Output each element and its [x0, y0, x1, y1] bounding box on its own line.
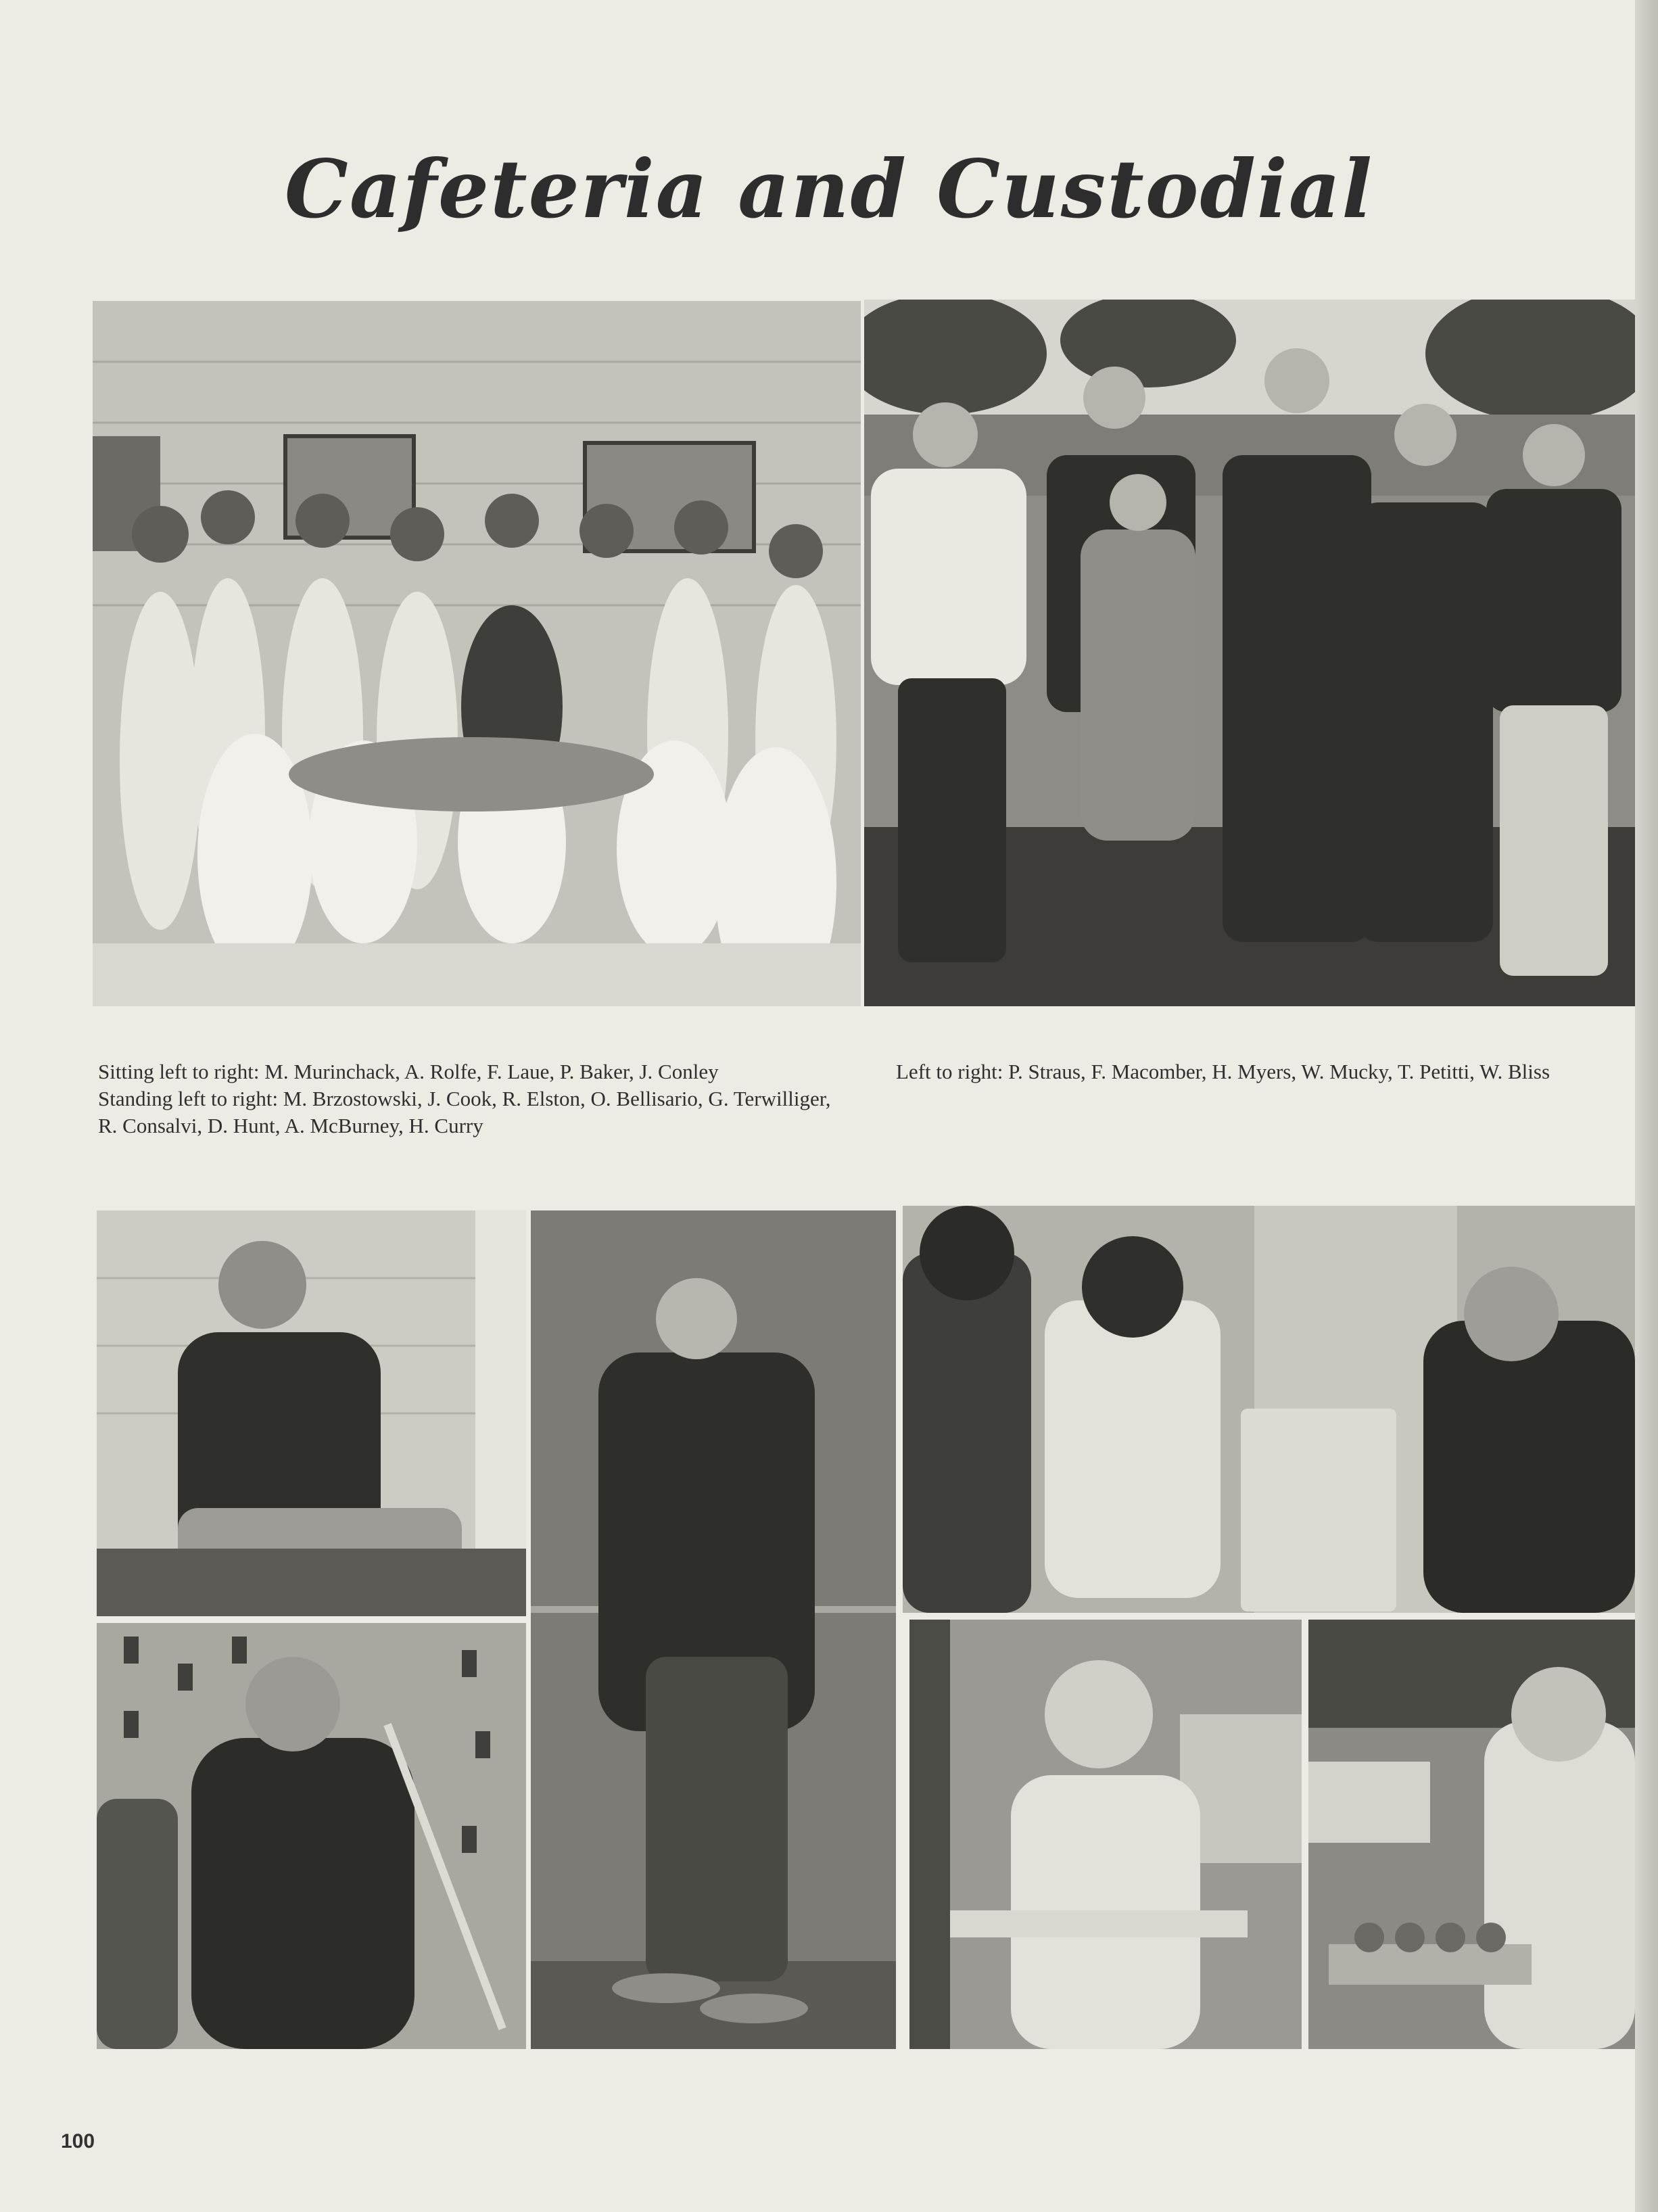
- caption-custodial-names: Left to right: P. Straus, F. Macomber, H. Myers, W. Mucky, T. Petitti, W. Bliss: [896, 1060, 1550, 1083]
- page-edge-strip: [1635, 0, 1658, 2212]
- page-number: 100: [61, 2130, 95, 2152]
- photo-custodial-group: [864, 300, 1635, 1006]
- caption-custodial: [896, 1058, 1626, 1085]
- photo-cafeteria-server-tray: [909, 1620, 1302, 2049]
- photo-cafeteria-register: [903, 1206, 1635, 1613]
- caption-cafeteria: [98, 1058, 849, 1139]
- caption-cafeteria-standing: Standing left to right: M. Brzostowski, J. Cook, R. Elston, O. Bellisario, G. Terwilliger, R. Consalvi, D. Hunt, A. McBurney, H. Curry: [98, 1087, 831, 1137]
- photo-cafeteria-donuts: [1308, 1620, 1635, 2049]
- caption-cafeteria-sitting: Sitting left to right: M. Murinchack, A. Rolfe, F. Laue, P. Baker, J. Conley: [98, 1060, 719, 1083]
- photo-custodian-seated: [97, 1210, 526, 1616]
- page-title: Cafeteria and Custodial: [284, 142, 1374, 236]
- photo-custodian-sweeping: [97, 1623, 526, 2049]
- photo-cafeteria-staff-group: [93, 301, 861, 1006]
- photo-custodian-standing: [531, 1210, 896, 2049]
